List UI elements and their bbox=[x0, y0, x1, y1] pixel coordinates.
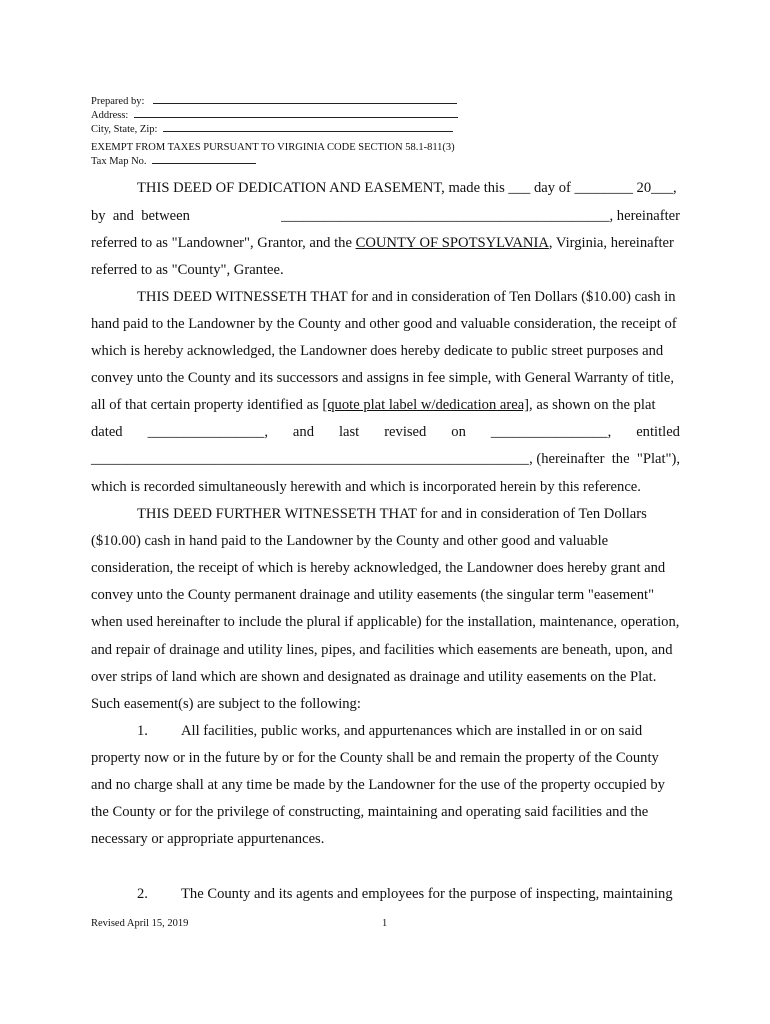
city-state-zip-label: City, State, Zip: bbox=[91, 124, 158, 135]
paragraph-3-line-4: convey unto the County permanent drainage and utility easements (the singular term "easement" bbox=[91, 587, 655, 603]
item-2-number: 2. bbox=[137, 886, 148, 902]
paragraph-2-line-5-text: all of that certain property identified as bbox=[91, 397, 323, 413]
on-word: on bbox=[451, 424, 466, 440]
item-2-line-1 bbox=[91, 885, 680, 903]
tax-exempt-notice: EXEMPT FROM TAXES PURSUANT TO VIRGINIA CODE SECTION 58.1-811(3) bbox=[91, 142, 455, 153]
paragraph-1-line-2 bbox=[91, 207, 680, 225]
item-1-line-4: the County or for the privilege of constructing, maintaining and operating said facilities and the bbox=[91, 804, 649, 820]
last-word: last bbox=[338, 424, 360, 440]
tax-map-row bbox=[91, 154, 458, 168]
tax-map-blank[interactable] bbox=[152, 154, 256, 164]
paragraph-2-line-1: THIS DEED WITNESSETH THAT for and in consideration of Ten Dollars ($10.00) cash in bbox=[137, 289, 676, 305]
item-1-text: All facilities, public works, and appurtenances which are installed in or on said bbox=[181, 723, 643, 739]
paragraph-3-line-1: THIS DEED FURTHER WITNESSETH THAT for and in consideration of Ten Dollars bbox=[137, 506, 647, 522]
paragraph-1-line-3-end: , Virginia, hereinafter bbox=[548, 235, 674, 251]
paragraph-3-line-2: ($10.00) cash in hand paid to the Landowner by the County and other good and valuable bbox=[91, 533, 609, 549]
address-blank[interactable] bbox=[134, 108, 458, 118]
address-label: Address: bbox=[91, 110, 129, 121]
city-state-zip-row bbox=[91, 122, 458, 136]
plat-label-placeholder[interactable]: [quote plat label w/dedication area] bbox=[322, 397, 530, 413]
item-1-line-3: and no charge shall at any time be made by the Landowner for the use of the property occupied by bbox=[91, 777, 665, 793]
by-and-between-label: by and between bbox=[91, 208, 190, 224]
item-1-line-5: necessary or appropriate appurtenances. bbox=[91, 831, 325, 847]
preparer-header bbox=[91, 94, 458, 168]
prepared-by-row bbox=[91, 94, 458, 108]
revision-date: Revised April 15, 2019 bbox=[91, 918, 189, 929]
county-name: COUNTY OF SPOTSYLVANIA bbox=[355, 235, 549, 251]
city-state-zip-blank[interactable] bbox=[163, 122, 453, 132]
plat-date-blank[interactable]: ________________, bbox=[147, 424, 268, 440]
paragraph-2-line-2: hand paid to the Landowner by the County and other good and valuable consideration, the receipt of bbox=[91, 316, 677, 332]
paragraph-2-line-5-end: , as shown on the plat bbox=[529, 397, 656, 413]
page-number: 1 bbox=[382, 918, 388, 929]
revised-date-blank[interactable]: ________________, bbox=[490, 424, 612, 440]
item-1-line-1 bbox=[91, 722, 680, 740]
hereinafter-text: , hereinafter bbox=[609, 208, 680, 224]
item-1-number: 1. bbox=[137, 723, 148, 739]
paragraph-2-line-3: which is hereby acknowledged, the Landowner does hereby dedicate to public street purposes and bbox=[91, 343, 664, 359]
paragraph-1-line-3 bbox=[91, 234, 680, 252]
revised-word: revised bbox=[384, 424, 427, 440]
item-1-line-2: property now or in the future by or for the County shall be and remain the property of the County bbox=[91, 750, 659, 766]
item-2-text: The County and its agents and employees for the purpose of inspecting, maintaining bbox=[181, 886, 673, 902]
paragraph-1-line-1: THIS DEED OF DEDICATION AND EASEMENT, made this ___ day of ________ 20___, bbox=[137, 180, 677, 196]
paragraph-3-line-3: consideration, the receipt of which is hereby acknowledged, the Landowner does hereby grant and bbox=[91, 560, 666, 576]
address-row bbox=[91, 108, 458, 122]
entitled-word: entitled bbox=[636, 424, 680, 440]
grantor-line bbox=[281, 207, 680, 225]
paragraph-3-line-8: Such easement(s) are subject to the following: bbox=[91, 696, 361, 712]
paragraph-2-line-5 bbox=[91, 396, 680, 414]
plat-title-blank[interactable]: ____________________________________________________________ bbox=[91, 451, 529, 467]
grantor-name-blank[interactable]: _____________________________________________ bbox=[281, 208, 610, 224]
paragraph-2-line-7 bbox=[91, 450, 680, 468]
paragraph-3-line-6: and repair of drainage and utility lines, pipes, and facilities which easements are beneath, upon, and bbox=[91, 642, 673, 658]
prepared-by-blank[interactable] bbox=[153, 94, 457, 104]
tax-map-label: Tax Map No. bbox=[91, 156, 147, 167]
prepared-by-label: Prepared by: bbox=[91, 96, 145, 107]
paragraph-2-line-6 bbox=[91, 423, 680, 441]
paragraph-1-line-4: referred to as "County", Grantee. bbox=[91, 262, 284, 278]
hereinafter-plat-text: , (hereinafter the "Plat"), bbox=[529, 451, 680, 467]
paragraph-2-line-8: which is recorded simultaneously herewith and which is incorporated herein by this reference. bbox=[91, 479, 641, 495]
paragraph-3-line-5: when used hereinafter to include the plural if applicable) for the installation, maintenance, operation, bbox=[91, 614, 680, 630]
paragraph-1-line-3-text: referred to as "Landowner", Grantor, and the bbox=[91, 235, 356, 251]
and-word: and bbox=[292, 424, 314, 440]
paragraph-3-line-7: over strips of land which are shown and designated as drainage and utility easements on the Plat. bbox=[91, 669, 657, 685]
dated-label: dated bbox=[91, 424, 123, 440]
paragraph-2-line-4: convey unto the County and its successors and assigns in fee simple, with General Warranty of title, bbox=[91, 370, 674, 386]
